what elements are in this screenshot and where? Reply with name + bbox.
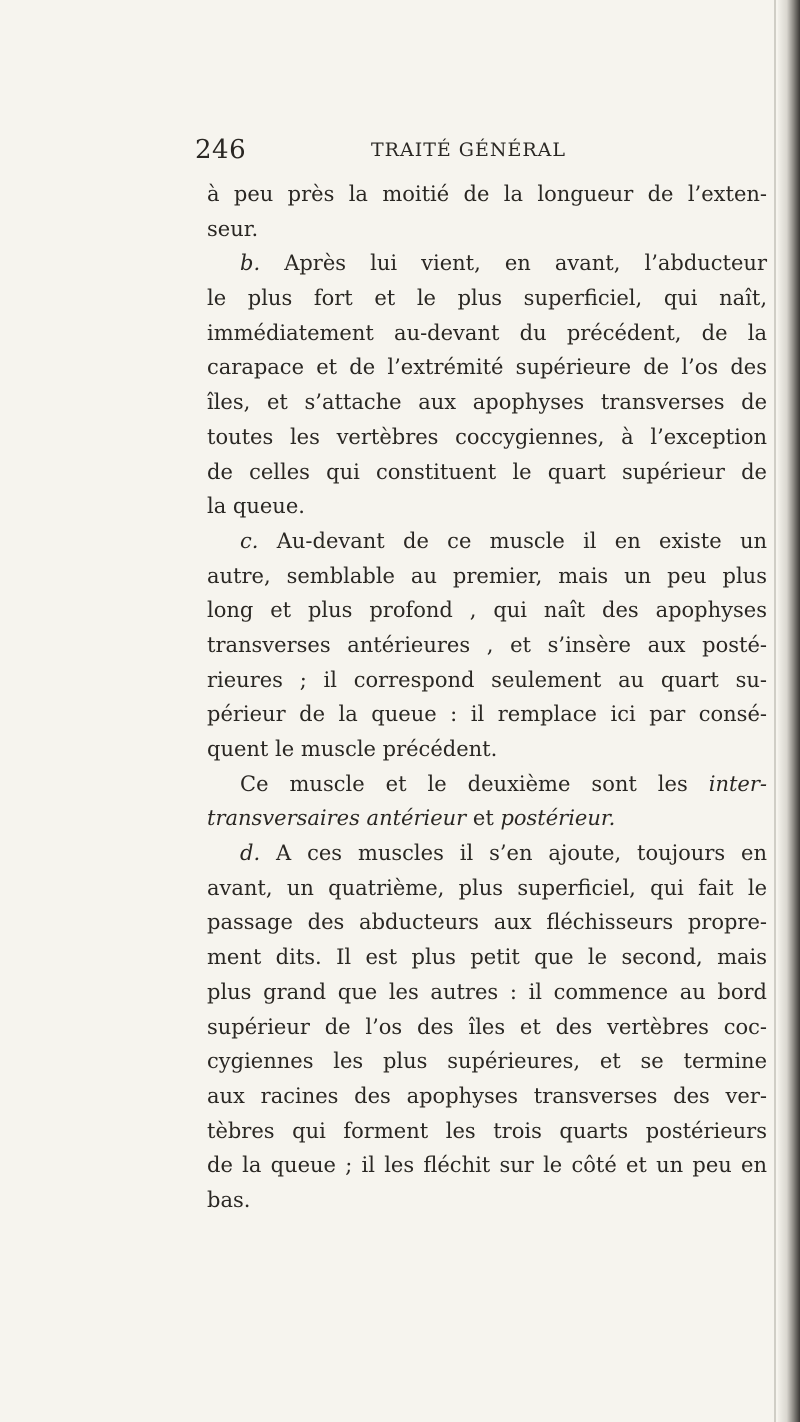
text-line: le plus fort et le plus superficiel, qui naît, (207, 286, 767, 311)
page-fold-line (774, 0, 776, 1422)
text-line: rieures ; il correspond seulement au quart su- (207, 667, 767, 692)
text-line: d. A ces muscles il s’en ajoute, toujours en (240, 841, 767, 866)
text-line: de la queue ; il les fléchit sur le côté et un peu en (207, 1153, 767, 1178)
text-line: la queue. (207, 494, 305, 519)
text-line: tèbres qui forment les trois quarts postérieurs (207, 1118, 767, 1143)
text-line: de celles qui constituent le quart supérieur de (207, 459, 767, 484)
text-line: supérieur de l’os des îles et des vertèbres coc- (207, 1014, 767, 1039)
italic-term: b. (240, 251, 261, 276)
text-line: long et plus profond , qui naît des apophyses (207, 598, 767, 623)
italic-term: postérieur. (500, 806, 616, 831)
text-line: quent le muscle précédent. (207, 737, 498, 761)
running-head: TRAITÉ GÉNÉRAL (371, 139, 566, 161)
text-line: seur. (207, 216, 259, 241)
text-line: autre, semblable au premier, mais un peu plus (207, 563, 767, 588)
text-line: à peu près la moitié de la longueur de l’exten- (207, 182, 767, 206)
text-line: aux racines des apophyses transverses des ver- (207, 1083, 767, 1108)
text-line: plus grand que les autres : il commence au bord (207, 979, 767, 1004)
text-line: îles, et s’attache aux apophyses transverses de (207, 390, 767, 415)
text-line: transversaires antérieur et postérieur. (207, 806, 616, 831)
text-line: c. Au-devant de ce muscle il en existe un (240, 528, 767, 553)
text-line: ment dits. Il est plus petit que le second, mais (207, 945, 767, 970)
text-line: passage des abducteurs aux fléchisseurs propre- (207, 910, 767, 935)
text-line: transverses antérieures , et s’insère aux posté- (207, 632, 767, 657)
text-line: immédiatement au-devant du précédent, de la (207, 320, 767, 345)
text-line: avant, un quatrième, plus superficiel, qui fait le (207, 875, 767, 900)
text-line: toutes les vertèbres coccygiennes, à l’exception (207, 424, 767, 449)
page-edge-shadow (778, 0, 800, 1422)
italic-term: c. (240, 528, 259, 553)
italic-term: transversaires antérieur (207, 806, 467, 831)
italic-term: inter- (708, 771, 767, 796)
text-line: b. Après lui vient, en avant, l’abducteur (240, 251, 767, 276)
text-line: bas. (207, 1187, 251, 1212)
italic-term: d. (240, 841, 261, 866)
text-line: périeur de la queue : il remplace ici par consé- (207, 702, 767, 727)
text-line: Ce muscle et le deuxième sont les inter- (240, 771, 767, 796)
text-line: carapace et de l’extrémité supérieure de l’os des (207, 355, 767, 380)
page-number: 246 (195, 135, 247, 165)
text-line: cygiennes les plus supérieures, et se termine (207, 1049, 767, 1074)
body-text (207, 177, 767, 1218)
